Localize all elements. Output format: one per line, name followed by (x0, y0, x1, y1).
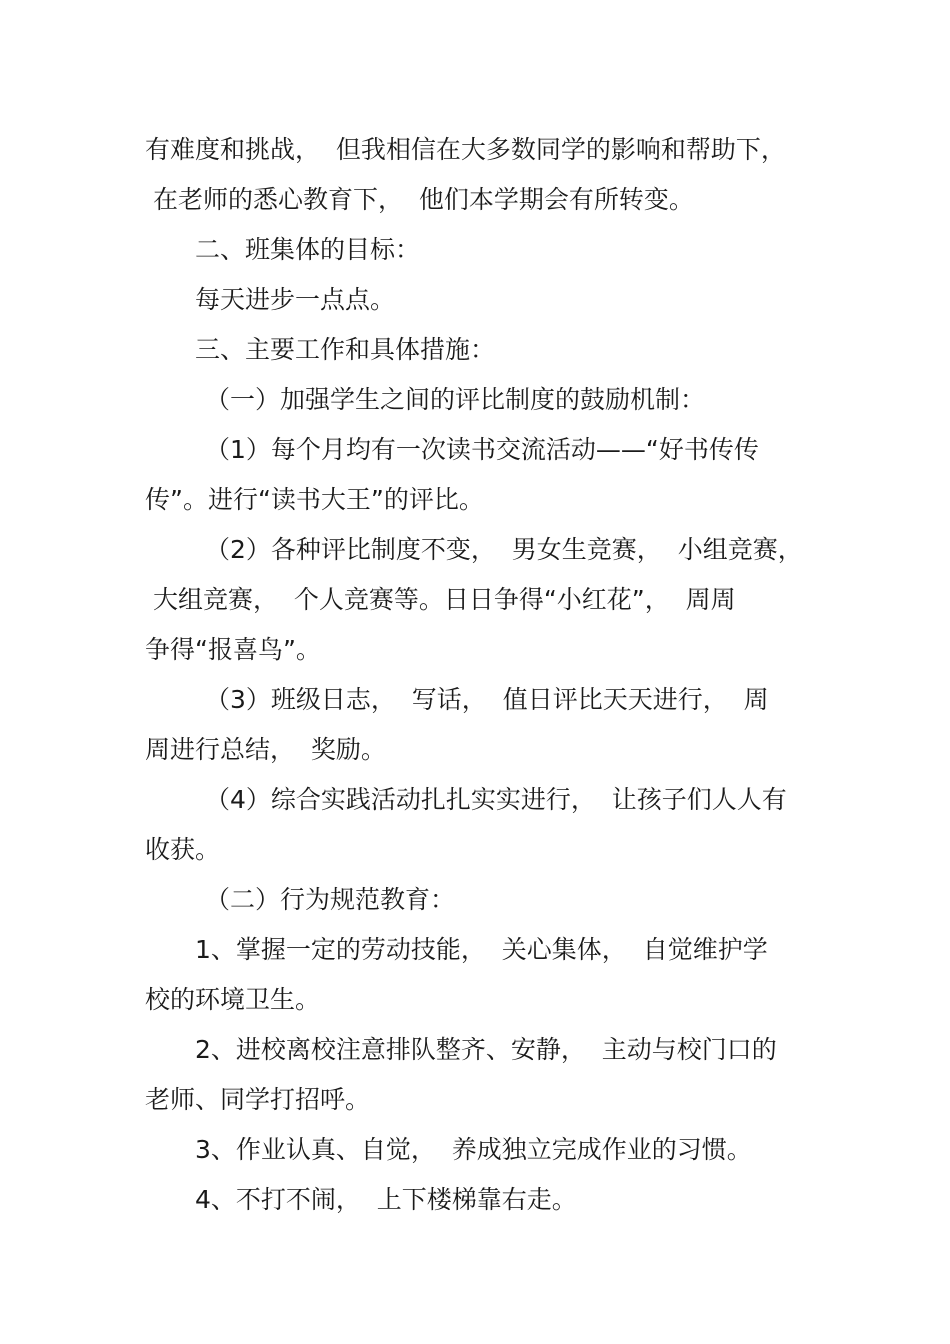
text-line: 校的环境卫生。 (145, 985, 321, 1014)
subsection-heading: （二）行为规范教育： (205, 885, 456, 914)
text-line: 老师、同学打招呼。 (145, 1085, 371, 1114)
text-line: 大组竞赛， 个人竞赛等。日日争得“小红花”， 周周 (145, 585, 736, 614)
list-item: 3、作业认真、自觉， 养成独立完成作业的习惯。 (195, 1135, 752, 1164)
list-item: （3）班级日志， 写话， 值日评比天天进行， 周 (205, 685, 769, 714)
text-line: 收获。 (145, 835, 221, 864)
list-item: 1、掌握一定的劳动技能， 关心集体， 自觉维护学 (195, 935, 768, 964)
list-item: 2、进校离校注意排队整齐、安静， 主动与校门口的 (195, 1035, 777, 1064)
section-heading: 二、班集体的目标： (195, 235, 421, 264)
list-item: （2）各种评比制度不变， 男女生竞赛， 小组竞赛， (205, 535, 803, 564)
text-line: 争得“报喜鸟”。 (145, 635, 321, 664)
text-line: 传”。进行“读书大王”的评比。 (145, 485, 484, 514)
text-line: 有难度和挑战， 但我相信在大多数同学的影响和帮助下， (145, 135, 786, 164)
list-item: 4、不打不闹， 上下楼梯靠右走。 (195, 1185, 577, 1214)
text-line: 在老师的悉心教育下， 他们本学期会有所转变。 (145, 185, 694, 214)
list-item: （1）每个月均有一次读书交流活动——“好书传传 (205, 435, 759, 464)
list-item: （4）综合实践活动扎扎实实进行， 让孩子们人人有 (205, 785, 787, 814)
section-heading: 三、主要工作和具体措施： (195, 335, 496, 364)
subsection-heading: （一）加强学生之间的评比制度的鼓励机制： (205, 385, 706, 414)
text-line: 周进行总结， 奖励。 (145, 735, 386, 764)
text-line: 每天进步一点点。 (195, 285, 396, 314)
